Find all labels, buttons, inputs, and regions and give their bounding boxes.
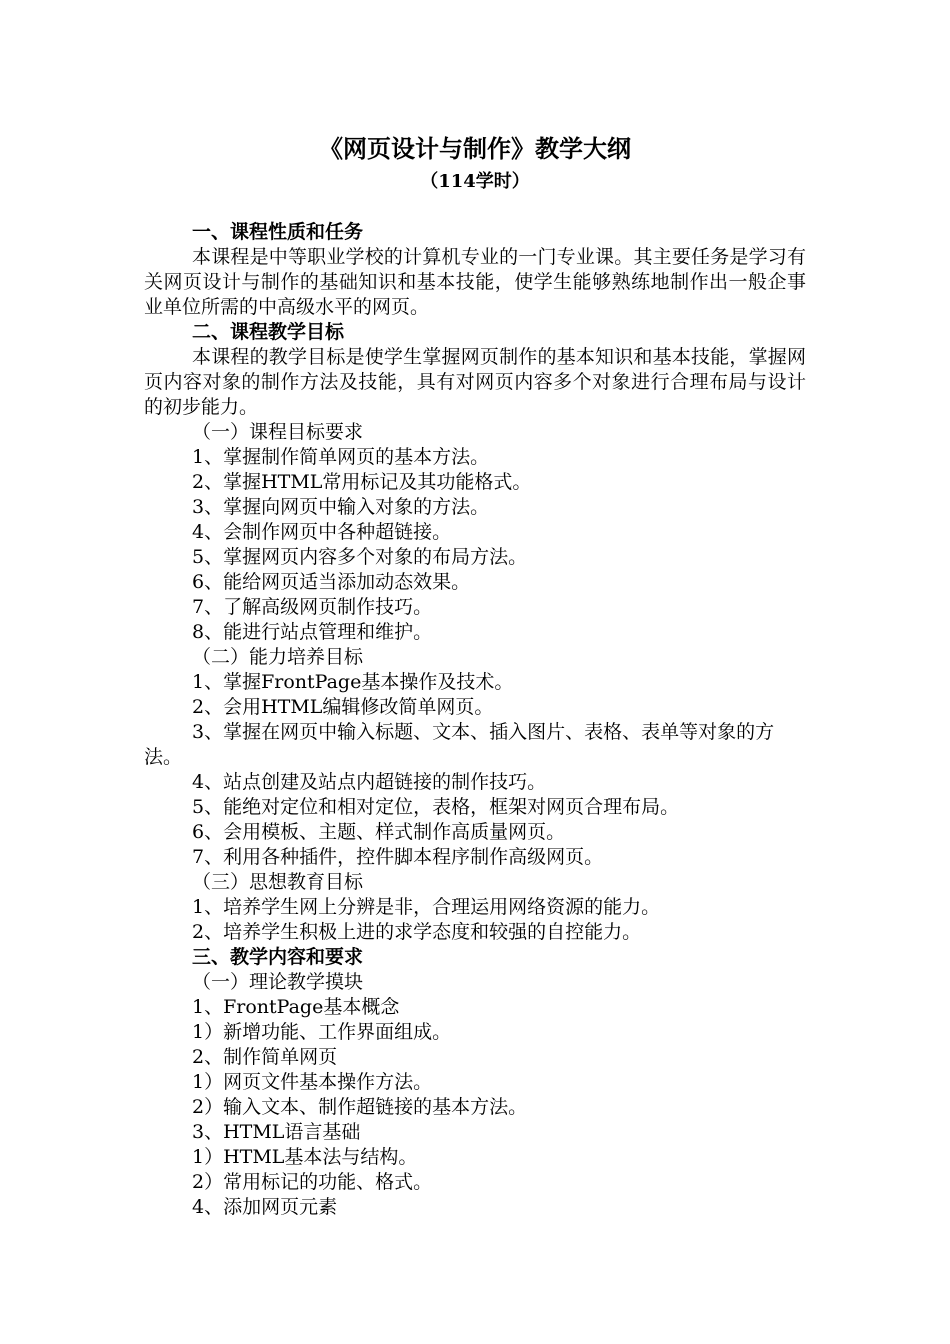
document-subtitle: （114学时） — [420, 171, 530, 192]
list-item: 2、会用HTML编辑修改简单网页。 — [192, 696, 494, 718]
list-item: 1）网页文件基本操作方法。 — [192, 1071, 433, 1093]
list-item: 5、掌握网页内容多个对象的布局方法。 — [192, 546, 528, 568]
list-item: 2、制作简单网页 — [192, 1046, 338, 1068]
list-item: 2）输入文本、制作超链接的基本方法。 — [192, 1096, 528, 1118]
section-2-paragraph: 本课程的教学目标是使学生掌握网页制作的基本知识和基本技能，掌握网页内容对象的制作方法及技能，具有对网页内容多个对象进行合理布局与设计的初步能力。 — [144, 346, 806, 418]
list-item: 4、添加网页元素 — [192, 1196, 338, 1218]
list-item: 6、会用模板、主题、样式制作高质量网页。 — [192, 821, 566, 843]
subsection-ability-goals-heading: （二）能力培养目标 — [192, 646, 364, 668]
subsection-moral-goals-heading: （三）思想教育目标 — [192, 871, 364, 893]
list-item: 3、掌握向网页中输入对象的方法。 — [192, 496, 490, 518]
section-3-heading: 三、教学内容和要求 — [192, 946, 364, 968]
section-2-heading: 二、课程教学目标 — [192, 321, 345, 343]
list-item: 8、能进行站点管理和维护。 — [192, 621, 433, 643]
list-item: 1、掌握FrontPage基本操作及技术。 — [192, 671, 514, 693]
list-item: 7、了解高级网页制作技巧。 — [192, 596, 433, 618]
title-spacer — [144, 196, 806, 220]
section-1-paragraph: 本课程是中等职业学校的计算机专业的一门专业课。其主要任务是学习有关网页设计与制作的基础知识和基本技能，使学生能够熟练地制作出一般企事业单位所需的中高级水平的网页。 — [144, 246, 806, 318]
list-item: 3、掌握在网页中输入标题、文本、插入图片、表格、表单等对象的方法。 — [144, 721, 775, 768]
list-item: 6、能给网页适当添加动态效果。 — [192, 571, 471, 593]
list-item: 2、培养学生积极上进的求学态度和较强的自控能力。 — [192, 921, 642, 943]
list-item: 2、掌握HTML常用标记及其功能格式。 — [192, 471, 532, 493]
subsection-course-goals-heading: （一）课程目标要求 — [192, 421, 364, 443]
list-item: 1）新增功能、工作界面组成。 — [192, 1021, 452, 1043]
list-item: 3、HTML语言基础 — [192, 1121, 361, 1143]
list-item: 4、会制作网页中各种超链接。 — [192, 521, 452, 543]
list-item: 1、培养学生网上分辨是非，合理运用网络资源的能力。 — [192, 896, 661, 918]
list-item: 2）常用标记的功能、格式。 — [192, 1171, 433, 1193]
list-item: 1）HTML基本法与结构。 — [192, 1146, 418, 1168]
document-page — [144, 132, 806, 1220]
list-item: 4、站点创建及站点内超链接的制作技巧。 — [192, 771, 547, 793]
section-1-heading: 一、课程性质和任务 — [192, 221, 364, 243]
list-item: 1、掌握制作简单网页的基本方法。 — [192, 446, 490, 468]
list-item: 1、FrontPage基本概念 — [192, 996, 400, 1018]
list-item: 7、利用各种插件，控件脚本程序制作高级网页。 — [192, 846, 604, 868]
list-item: 5、能绝对定位和相对定位，表格，框架对网页合理布局。 — [192, 796, 680, 818]
document-title: 《网页设计与制作》教学大纲 — [319, 134, 631, 163]
subsection-theory-module-heading: （一）理论教学摸块 — [192, 971, 364, 993]
